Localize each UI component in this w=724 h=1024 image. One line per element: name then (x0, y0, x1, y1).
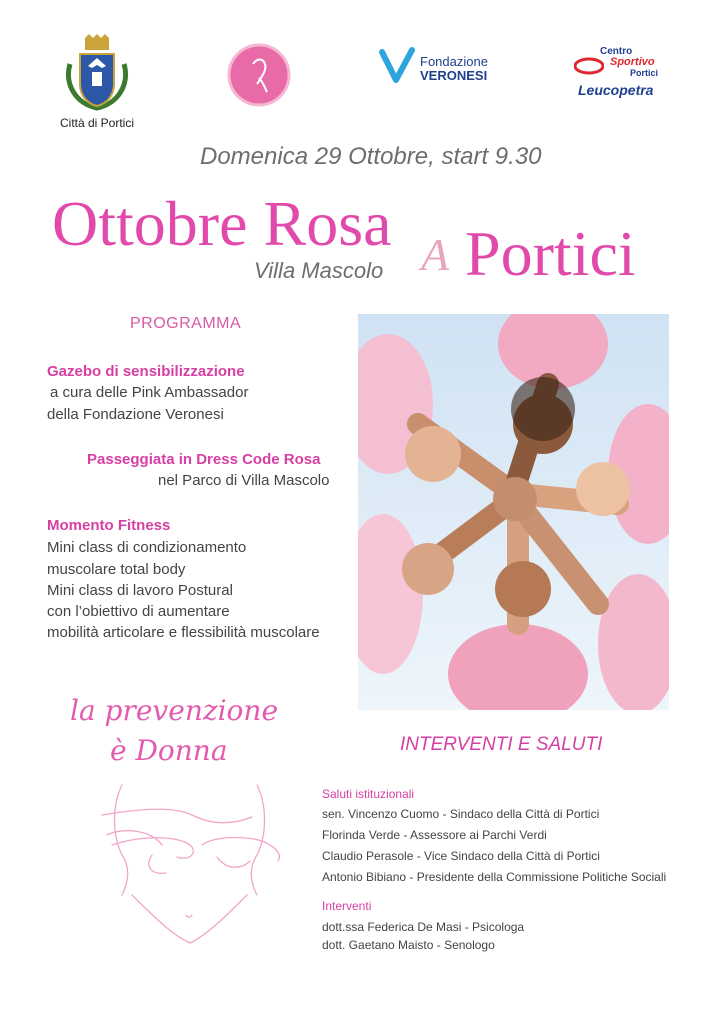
event-venue: Villa Mascolo (254, 258, 384, 283)
programma-item2-title: Passeggiata in Dress Code Rosa (87, 451, 321, 468)
event-title-part1: Ottobre Rosa (52, 188, 392, 259)
saluti-item: Antonio Bibiano - Presidente della Commissione Politiche Sociali (322, 870, 667, 884)
centro-line3: Portici (630, 68, 659, 78)
centro-sportivo-logo (574, 46, 684, 108)
programma-item1-line1: a cura delle Pink Ambassador (50, 384, 249, 401)
centro-line1: Centro (600, 46, 633, 57)
event-title-part2: Portici (465, 218, 636, 289)
programma-item3-line2: muscolare total body (47, 561, 186, 578)
saluti-item: Florinda Verde - Assessore ai Parchi Verdi (322, 828, 547, 842)
swoosh-icon (574, 56, 604, 76)
speaker-item: dott.ssa Federica De Masi - Psicologa (322, 920, 525, 934)
slogan-line1: la prevenzione (70, 694, 279, 727)
veronesi-line2: VERONESI (420, 68, 488, 83)
veronesi-v-icon (378, 46, 418, 86)
pink-is-good-logo (226, 42, 292, 108)
programma-item3-line1: Mini class di condizionamento (47, 539, 247, 556)
programma-item2-line1: nel Parco di Villa Mascolo (158, 472, 330, 489)
programma-item3-line5: mobilità articolare e flessibilità muscolare (47, 624, 320, 641)
event-title-connector: A (421, 229, 450, 280)
portici-logo (52, 34, 142, 130)
saluti-item: Claudio Perasole - Vice Sindaco della Città di Portici (322, 849, 600, 863)
programma-item3-line3: Mini class di lavoro Postural (47, 582, 233, 599)
programma-item1-line2: della Fondazione Veronesi (47, 406, 224, 423)
portici-caption: Città di Portici (59, 116, 135, 130)
programma-heading: PROGRAMMA (130, 315, 242, 332)
centro-line4: Leucopetra (578, 82, 654, 98)
event-date: Domenica 29 Ottobre, start 9.30 (200, 143, 542, 170)
saluti-label: Saluti istituzionali (322, 787, 415, 801)
saluti-item: sen. Vincenzo Cuomo - Sindaco della Città di Portici (322, 807, 600, 821)
programma-item3-title: Momento Fitness (47, 517, 171, 534)
veronesi-line1: Fondazione (420, 54, 488, 69)
centro-line2: Sportivo (610, 56, 655, 68)
woman-silhouette-illustration (82, 775, 297, 945)
programma-item3-line4: con l’obiettivo di aumentare (47, 603, 230, 620)
pink-ribbon-icon (226, 42, 292, 108)
speaker-item: dott. Gaetano Maisto - Senologo (322, 938, 495, 952)
coat-of-arms-icon (62, 34, 132, 112)
fondazione-veronesi-logo (378, 46, 498, 90)
interventi-heading: INTERVENTI E SALUTI (400, 734, 603, 755)
slogan-line2: è Donna (110, 734, 228, 767)
programma-item1-title: Gazebo di sensibilizzazione (47, 363, 245, 380)
women-hands-photo (358, 314, 669, 710)
slogan (70, 690, 290, 780)
interventi-label: Interventi (322, 899, 372, 913)
